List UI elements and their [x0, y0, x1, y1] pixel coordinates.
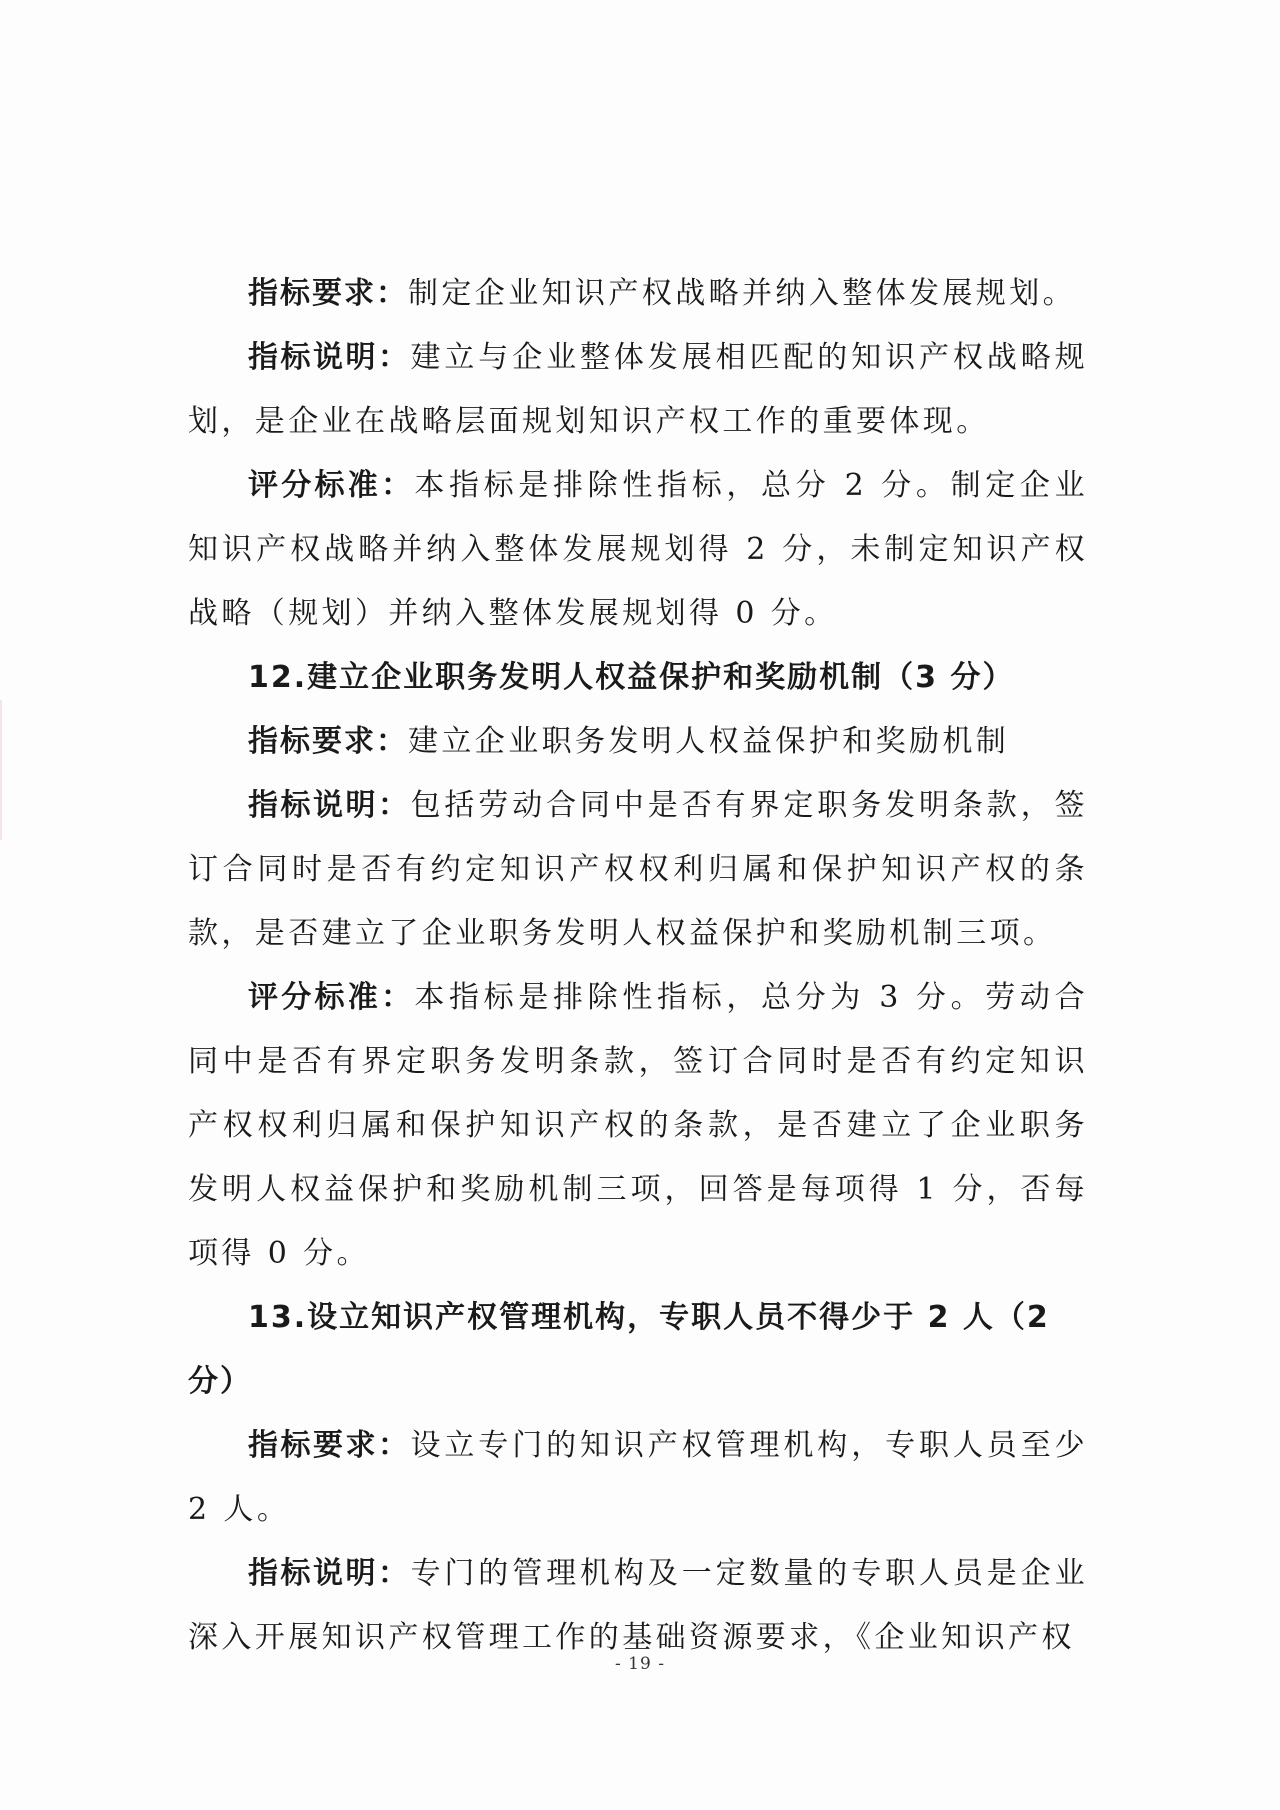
page-content: [188, 262, 1088, 1670]
paragraph-text: 建立与企业整体发展相匹配的知识产权战略规划，是企业在战略层面规划知识产权工作的重要体现。: [188, 340, 1088, 439]
paragraph-index-requirement: [188, 710, 1088, 774]
paragraph-text: 设立专门的知识产权管理机构，专职人员至少 2 人。: [188, 1428, 1088, 1527]
paragraph-text: 制定企业知识产权战略并纳入整体发展规划。: [408, 276, 1076, 311]
paragraph-text: 包括劳动合同中是否有界定职务发明条款，签订合同时是否有约定知识产权权利归属和保护知识产权的条款，是否建立了企业职务发明人权益保护和奖励机制三项。: [188, 788, 1088, 951]
paragraph-label: 指标要求：: [248, 1428, 411, 1463]
paragraph-label: 评分标准：: [248, 468, 415, 503]
scan-artifact: [0, 700, 12, 840]
paragraph-text: 本指标是排除性指标，总分为 3 分。劳动合同中是否有界定职务发明条款，签订合同时是否有约定知识产权权利归属和保护知识产权的条款，是否建立了企业职务发明人权益保护和奖励机制三项，回答是每项得 1 分，否每项得 0 分。: [188, 980, 1088, 1271]
paragraph-index-description: [188, 774, 1088, 966]
paragraph-label: 指标说明：: [248, 788, 411, 823]
paragraph-scoring-standard: [188, 454, 1088, 646]
paragraph-text: 专门的管理机构及一定数量的专职人员是企业深入开展知识产权管理工作的基础资源要求，《企业知识产权: [188, 1556, 1088, 1655]
page-number: - 19 -: [615, 1654, 665, 1674]
paragraph-text: 建立企业职务发明人权益保护和奖励机制: [408, 724, 1010, 759]
paragraph-index-requirement: [188, 262, 1088, 326]
paragraph-label: 指标要求：: [248, 276, 408, 311]
paragraph-index-description: [188, 326, 1088, 454]
paragraph-index-description: [188, 1542, 1088, 1670]
section-heading-12: 12.建立企业职务发明人权益保护和奖励机制（3 分）: [248, 660, 1015, 695]
paragraph-text: 本指标是排除性指标，总分 2 分。制定企业知识产权战略并纳入整体发展规划得 2 分，未制定知识产权战略（规划）并纳入整体发展规划得 0 分。: [188, 468, 1088, 631]
paragraph-index-requirement: [188, 1414, 1088, 1542]
paragraph-label: 指标要求：: [248, 724, 408, 759]
section-heading-13: 13.设立知识产权管理机构，专职人员不得少于 2 人（2 分）: [188, 1300, 1050, 1399]
paragraph-label: 指标说明：: [248, 340, 411, 375]
paragraph-label: 评分标准：: [248, 980, 415, 1015]
paragraph-scoring-standard: [188, 966, 1088, 1286]
paragraph-label: 指标说明：: [248, 1556, 411, 1591]
